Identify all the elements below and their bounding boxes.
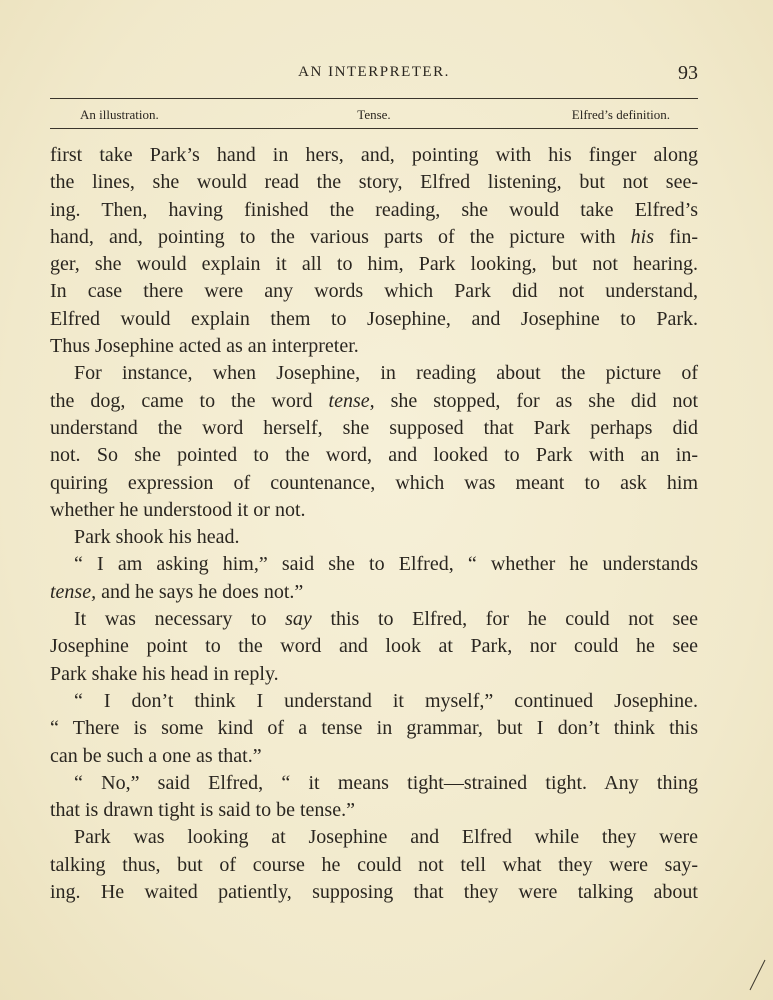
side-note-illustration: An illustration. <box>80 107 159 122</box>
text-line: Park was looking at Josephine and Elfred while they were <box>74 826 698 849</box>
text-segment: this to Elfred, for he could not see <box>311 608 698 631</box>
italic-word: his <box>630 225 654 248</box>
text-segment: fin- <box>653 225 698 248</box>
italic-word: tense, <box>50 580 97 603</box>
text-line <box>50 606 698 633</box>
text-segment: the dog, came to the word <box>50 389 329 412</box>
text-line: ger, she would explain it all to him, Park looking, but not hearing. <box>50 253 698 276</box>
text-segment: hand, and, pointing to the various parts of the picture with <box>50 225 631 248</box>
text-line: “ No,” said Elfred, “ it means tight—strained tight. Any thing <box>74 771 698 794</box>
text-line: Elfred would explain them to Josephine, and Josephine to Park. <box>50 307 698 330</box>
text-line: understand the word herself, she supposed that Park perhaps did <box>50 416 698 439</box>
text-line: Park shake his head in reply. <box>50 662 279 685</box>
text-line: quiring expression of countenance, which was meant to ask him <box>50 471 698 494</box>
text-line: “ I don’t think I understand it myself,” continued Josephine. <box>74 689 698 712</box>
text-line: “ I am asking him,” said she to Elfred, “ whether he understands <box>74 553 698 576</box>
italic-word: tense, <box>328 389 375 412</box>
text-line: not. So she pointed to the word, and looked to Park with an in- <box>50 444 698 467</box>
text-line: whether he understood it or not. <box>50 498 306 521</box>
text-line: For instance, when Josephine, in reading about the picture of <box>74 362 698 385</box>
text-line: the lines, she would read the story, Elfred listening, but not see- <box>50 171 698 194</box>
text-line: ing. Then, having finished the reading, she would take Elfred’s <box>50 198 698 221</box>
text-line: that is drawn tight is said to be tense.” <box>50 799 355 822</box>
side-notes <box>50 107 698 125</box>
side-note-tense: Tense. <box>357 107 391 122</box>
header-rule-bottom <box>50 128 698 129</box>
text-line: ing. He waited patiently, supposing that they were talking about <box>50 881 698 904</box>
header-rule-top <box>50 98 698 99</box>
running-head <box>50 62 698 86</box>
text-line: Park shook his head. <box>74 526 240 549</box>
text-segment: and he says he does not.” <box>96 580 304 603</box>
text-line <box>50 388 698 415</box>
text-line: can be such a one as that.” <box>50 744 262 767</box>
text-line <box>50 224 698 251</box>
text-line: Josephine point to the word and look at Park, nor could he see <box>50 635 698 658</box>
text-line <box>50 579 698 606</box>
italic-word: say <box>285 608 312 631</box>
text-segment: It was necessary to <box>74 608 286 631</box>
text-segment: she stopped, for as she did not <box>374 389 698 412</box>
running-title: AN INTERPRETER. <box>298 64 450 80</box>
text-line: “ There is some kind of a tense in grammar, but I don’t think this <box>50 717 698 740</box>
text-line: first take Park’s hand in hers, and, pointing with his finger along <box>50 144 698 166</box>
page-number: 93 <box>678 62 698 84</box>
text-line: In case there were any words which Park did not understand, <box>50 280 698 303</box>
page-corner-mark <box>747 958 767 992</box>
side-note-definition: Elfred’s definition. <box>571 107 670 122</box>
body-text <box>50 142 698 906</box>
text-line: Thus Josephine acted as an interpreter. <box>50 335 359 358</box>
text-line: talking thus, but of course he could not tell what they were say- <box>50 853 698 876</box>
